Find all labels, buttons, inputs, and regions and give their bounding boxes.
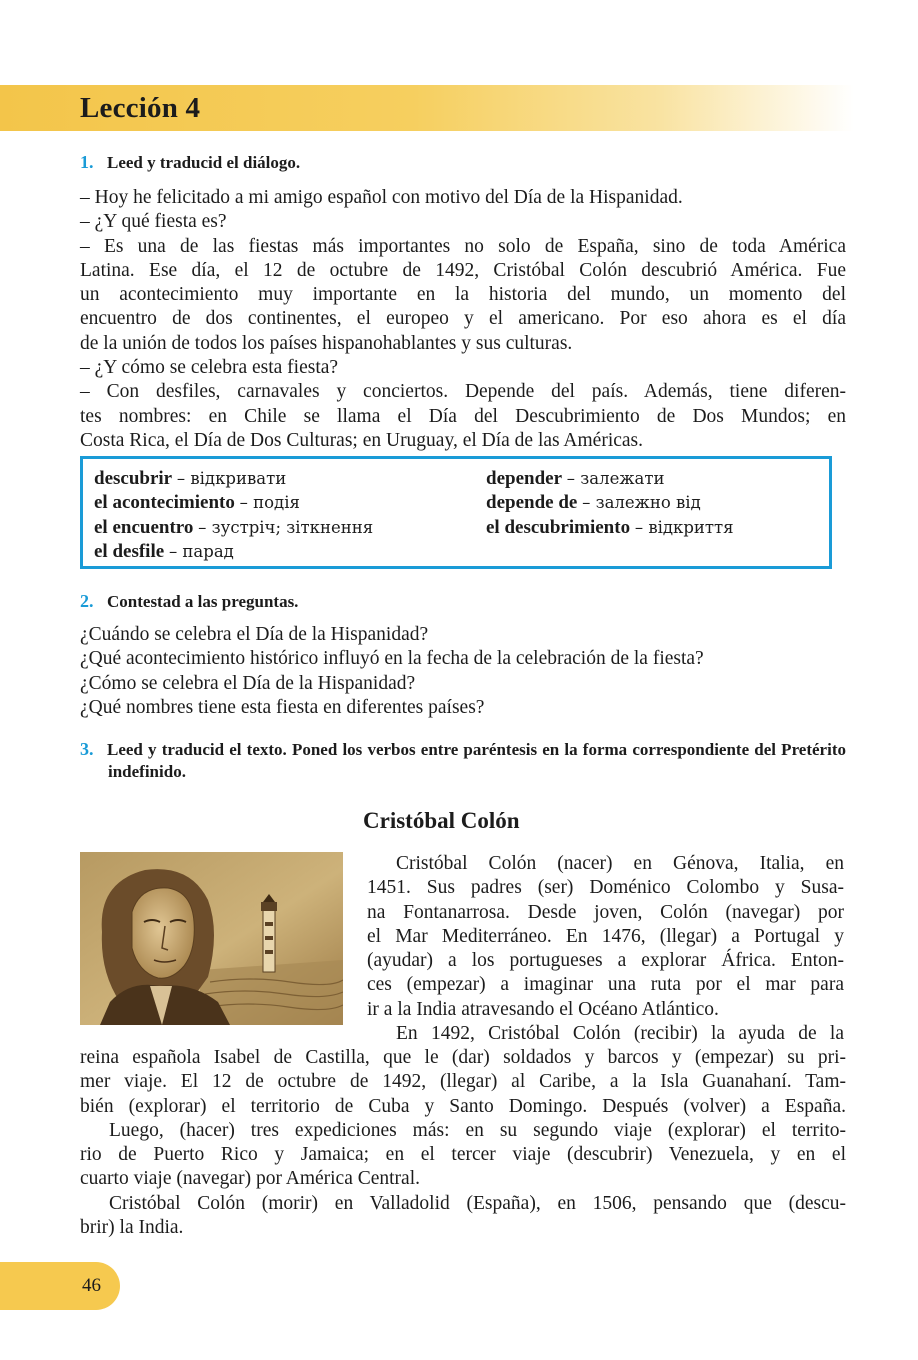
vocabulary-translation: – подія [239, 493, 300, 513]
vocabulary-column-right [486, 467, 734, 540]
vocabulary-term: depende de [486, 492, 578, 514]
vocabulary-translation: – залежати [566, 469, 665, 488]
vocabulary-term: el desfile [94, 540, 165, 562]
vocabulary-translation: – парад [168, 541, 234, 561]
vocabulary-box [80, 456, 832, 569]
reading-text-beside-image [367, 852, 844, 1046]
reading-line: brir) la India. [80, 1217, 184, 1239]
dialogue-line: Latina. Ese día, el 12 de octubre de 1492, Cristóbal Colón descubrió América. Fue [80, 259, 846, 281]
vocabulary-term: depender [486, 468, 562, 489]
vocabulary-translation: – зустріч; зіткнення [198, 517, 374, 537]
exercise-number: 3. [80, 739, 94, 759]
reading-line: na Fontanarrosa. Desde joven, Colón (navegar) por [367, 901, 844, 923]
reading-line: Luego, (hacer) tres expediciones más: en su segundo viaje (explorar) el territo- [109, 1119, 846, 1141]
reading-line: 1451. Sus padres (ser) Doménico Colombo y Susa- [367, 877, 844, 899]
question: ¿Qué nombres tiene esta fiesta en diferentes países? [80, 696, 485, 718]
vocabulary-entry [486, 516, 734, 540]
vocabulary-term: el descubrimiento [486, 516, 631, 538]
vocabulary-entry [94, 516, 373, 540]
page-number: 46 [82, 1275, 101, 1296]
exercise-number: 1. [80, 152, 94, 172]
dialogue-line: Costa Rica, el Día de Dos Culturas; en Uruguay, el Día de las Américas. [80, 429, 644, 451]
question: ¿Cómo se celebra el Día de la Hispanidad? [80, 672, 416, 694]
dialogue-line: – Con desfiles, carnavales y conciertos. Depende del país. Además, tiene diferen- [80, 381, 846, 403]
dialogue-line: – ¿Y cómo se celebra esta fiesta? [80, 357, 339, 379]
reading-line: Cristóbal Colón (nacer) en Génova, Italia, en [396, 853, 844, 874]
exercise-instruction: Contestad a las preguntas. [107, 592, 299, 611]
reading-line: rio de Puerto Rico y Jamaica; en el tercer viaje (descubrir) Venezuela, y en el [80, 1144, 846, 1166]
vocabulary-translation: – відкриття [634, 517, 734, 537]
vocabulary-entry [486, 491, 734, 515]
dialogue-line: de la unión de todos los países hispanohablantes y sus culturas. [80, 332, 573, 354]
dialogue-line: encuentro de dos continentes, el europeo y el americano. Por eso ahora es el día [80, 308, 846, 330]
reading-line: ir a la India atravesando el Océano Atlántico. [367, 998, 719, 1020]
exercise-number: 2. [80, 591, 94, 611]
reading-line: cuarto viaje (navegar) por América Central. [80, 1168, 421, 1190]
page-number-tab [0, 1262, 120, 1310]
exercise-instruction: Leed y traducid el texto. Poned los verbos entre paréntesis en la forma correspondiente del Pretérito indefinido. [107, 740, 846, 781]
reading-line: Cristóbal Colón (morir) en Valladolid (España), en 1506, pensando que (descu- [109, 1192, 846, 1214]
vocabulary-term: el acontecimiento [94, 492, 235, 514]
dialogue-line: – ¿Y qué fiesta es? [80, 211, 227, 233]
question: ¿Cuándo se celebra el Día de la Hispanidad? [80, 624, 429, 645]
lesson-title: Lección 4 [80, 92, 201, 124]
dialogue-line: tes nombres: en Chile se llama el Día del Descubrimiento de Dos Mundos; en [80, 405, 846, 427]
vocabulary-entry [94, 467, 373, 491]
reading-text-full-width [80, 1046, 846, 1240]
vocabulary-column-left [94, 467, 373, 564]
dialogue [80, 186, 846, 453]
reading-line: reina española Isabel de Castilla, que le (dar) soldados y barcos y (empezar) su pri- [80, 1047, 846, 1068]
reading-line: En 1492, Cristóbal Colón (recibir) la ayuda de la [396, 1023, 844, 1045]
vocabulary-entry [94, 491, 373, 515]
reading-line: ces (empezar) a imaginar una ruta por el mar para [367, 974, 844, 996]
exercise-3-heading [80, 738, 846, 783]
questions-list [80, 623, 846, 720]
dialogue-line: – Es una de las fiestas más importantes no solo de España, sino de toda América [80, 235, 846, 257]
vocabulary-term: descubrir [94, 468, 173, 489]
vocabulary-translation: – залежно від [582, 493, 701, 513]
vocabulary-entry [94, 540, 373, 564]
vocabulary-entry [486, 467, 734, 491]
vocabulary-term: el encuentro [94, 516, 194, 538]
dialogue-line: un acontecimiento muy importante en la historia del mundo, un momento del [80, 284, 846, 306]
exercise-instruction: Leed y traducid el diálogo. [107, 153, 301, 172]
reading-line: (ayudar) a los portugueses a explorar África. Enton- [367, 950, 844, 972]
dialogue-line: – Hoy he felicitado a mi amigo español con motivo del Día de la Hispanidad. [80, 187, 683, 208]
exercise-1-heading [80, 151, 846, 174]
vocabulary-translation: – відкривати [176, 469, 287, 488]
reading-line: mer viaje. El 12 de octubre de 1492, (llegar) al Caribe, a la Isla Guanahaní. Tam- [80, 1071, 846, 1093]
columbus-portrait-image [80, 852, 343, 1025]
reading-title: Cristóbal Colón [363, 808, 520, 833]
reading-line: bién (explorar) el territorio de Cuba y Santo Domingo. Después (volver) a España. [80, 1095, 846, 1117]
reading-line: el Mar Mediterráneo. En 1476, (llegar) a Portugal y [367, 925, 844, 947]
question: ¿Qué acontecimiento histórico influyó en la fecha de la celebración de la fiesta? [80, 648, 704, 670]
exercise-2-heading [80, 590, 846, 613]
